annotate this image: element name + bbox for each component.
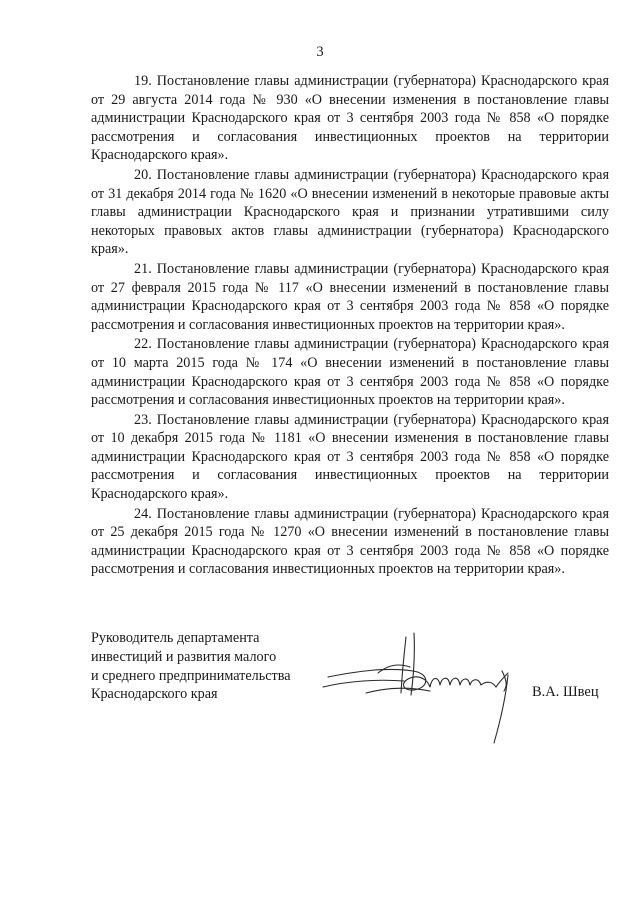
list-item: 22. Постановление главы администрации (губернатора) Краснодарского края от 10 марта 2015 года № 174 «О внесении изменений в постановление главы администрации Краснодарского края от 3 сентября 2003 года № 858 «О порядке рассмотрения и согласования инвестиционных проектов на территории края». [91,336,609,409]
signatory-title-line: Руководитель департамента [91,630,260,646]
list-item: 19. Постановление главы администрации (губернатора) Краснодарского края от 29 августа 2014 года № 930 «О внесении изменения в постановление главы администрации Краснодарского края от 3 сентября 2003 года № 858 «О порядке рассмотрения и согласования инвестиционных проектов на территории Краснодарского края». [91,73,609,164]
document-list [91,72,609,580]
signatory-title-line: инвестиций и развития малого [91,648,277,665]
page-number: 3 [316,44,324,60]
handwritten-signature-icon [318,615,538,760]
signatory-title-line: Краснодарского края [91,686,218,703]
list-item: 21. Постановление главы администрации (губернатора) Краснодарского края от 27 февраля 2015 года № 117 «О внесении изменений в постановление главы администрации Краснодарского края от 3 сентября 2003 года № 858 «О порядке рассмотрения и согласования инвестиционных проектов на территории края». [91,260,609,333]
signatory-title-line: и среднего предпринимательства [91,667,291,684]
list-item: 24. Постановление главы администрации (губернатора) Краснодарского края от 25 декабря 2015 года № 1270 «О внесении изменений в постановление главы администрации Краснодарского края от 3 сентября 2003 года № 858 «О порядке рассмотрения и согласования инвестиционных проектов на территории края». [91,505,609,578]
list-item: 23. Постановление главы администрации (губернатора) Краснодарского края от 10 декабря 2015 года № 1181 «О внесении изменения в постановление главы администрации Краснодарского края от 3 сентября 2003 года № 858 «О порядке рассмотрения и согласования инвестиционных проектов на территории Краснодарского края». [91,411,609,503]
signatory-name: В.А. Швец [532,684,599,700]
signatory-title [91,629,351,704]
list-item: 20. Постановление главы администрации (губернатора) Краснодарского края от 31 декабря 2014 года № 1620 «О внесении изменений в некоторые правовые акты главы администрации Краснодарского края и признании утратившими силу некоторых правовых актов главы администрации (губернатора) Краснодарского края». [91,166,609,258]
